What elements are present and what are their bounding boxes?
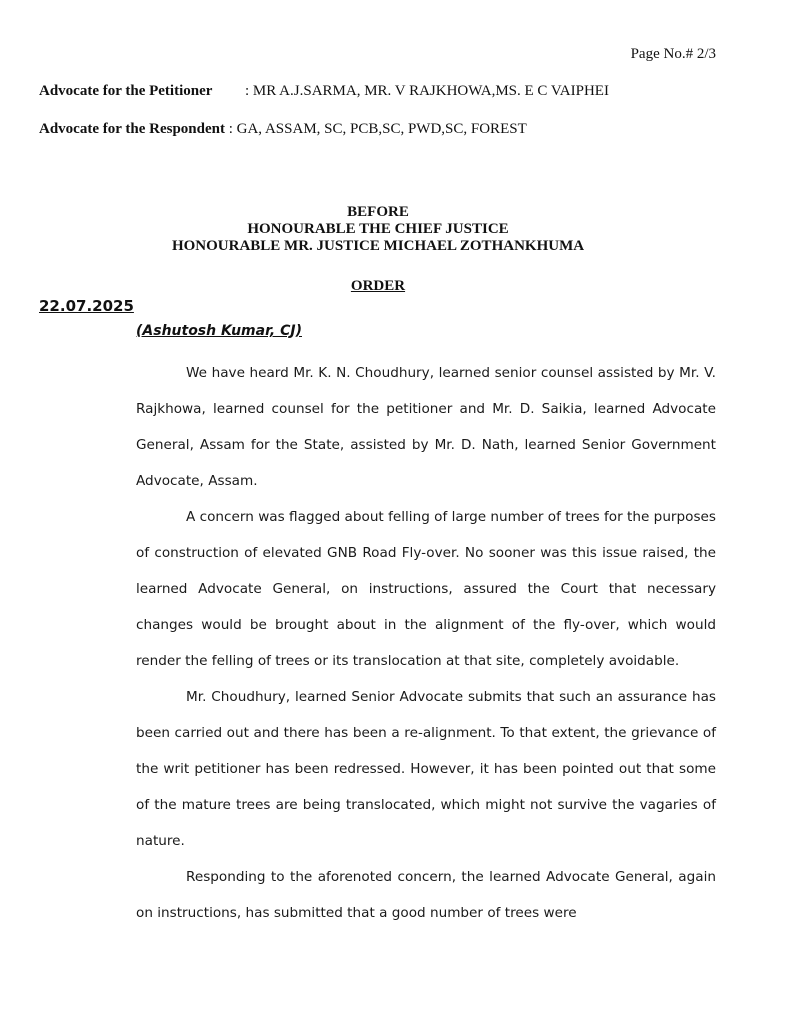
bench-judge-1: HONOURABLE THE CHIEF JUSTICE	[247, 221, 509, 237]
order-paragraph-1: We have heard Mr. K. N. Choudhury, learned senior counsel assisted by Mr. V. Rajkhowa, learned counsel for the petitioner and Mr. D. Saikia, learned Advocate General, Assam for the State, assisted by Mr. D. Nath, learned Senior Government Advocate, Assam.	[136, 365, 716, 489]
page-number: Page No.# 2/3	[630, 46, 716, 62]
bench-judge-2: HONOURABLE MR. JUSTICE MICHAEL ZOTHANKHUMA	[171, 238, 585, 254]
respondent-advocate-label: Advocate for the Respondent	[39, 121, 225, 137]
respondent-advocate-row	[39, 121, 527, 138]
order-paragraph-2: A concern was flagged about felling of large number of trees for the purposes of construction of elevated GNB Road Fly-over. No sooner was this issue raised, the learned Advocate General, on instructions, assured the Court that necessary changes would be brought about in the alignment of the fly-over, which would render the felling of trees or its translocation at that site, completely avoidable.	[136, 509, 716, 669]
order-date: 22.07.2025	[39, 297, 134, 315]
bench-block	[0, 204, 756, 255]
petitioner-advocate-value: : MR A.J.SARMA, MR. V RAJKHOWA,MS. E C VAIPHEI	[245, 83, 609, 99]
order-paragraph-3: Mr. Choudhury, learned Senior Advocate submits that such an assurance has been carried out and there has been a re-alignment. To that extent, the grievance of the writ petitioner has been redressed. However, it has been pointed out that some of the mature trees are being translocated, which might not survive the vagaries of nature.	[136, 689, 716, 849]
order-body	[136, 355, 716, 931]
bench-before: BEFORE	[347, 204, 409, 220]
order-paragraph-4: Responding to the aforenoted concern, the learned Advocate General, again on instructions, has submitted that a good number of trees were	[136, 869, 716, 921]
petitioner-advocate-row	[39, 83, 609, 100]
order-author: (Ashutosh Kumar, CJ)	[136, 323, 302, 339]
respondent-advocate-value: : GA, ASSAM, SC, PCB,SC, PWD,SC, FOREST	[228, 121, 527, 137]
order-heading: ORDER	[350, 278, 406, 294]
petitioner-advocate-label: Advocate for the Petitioner	[39, 83, 213, 99]
